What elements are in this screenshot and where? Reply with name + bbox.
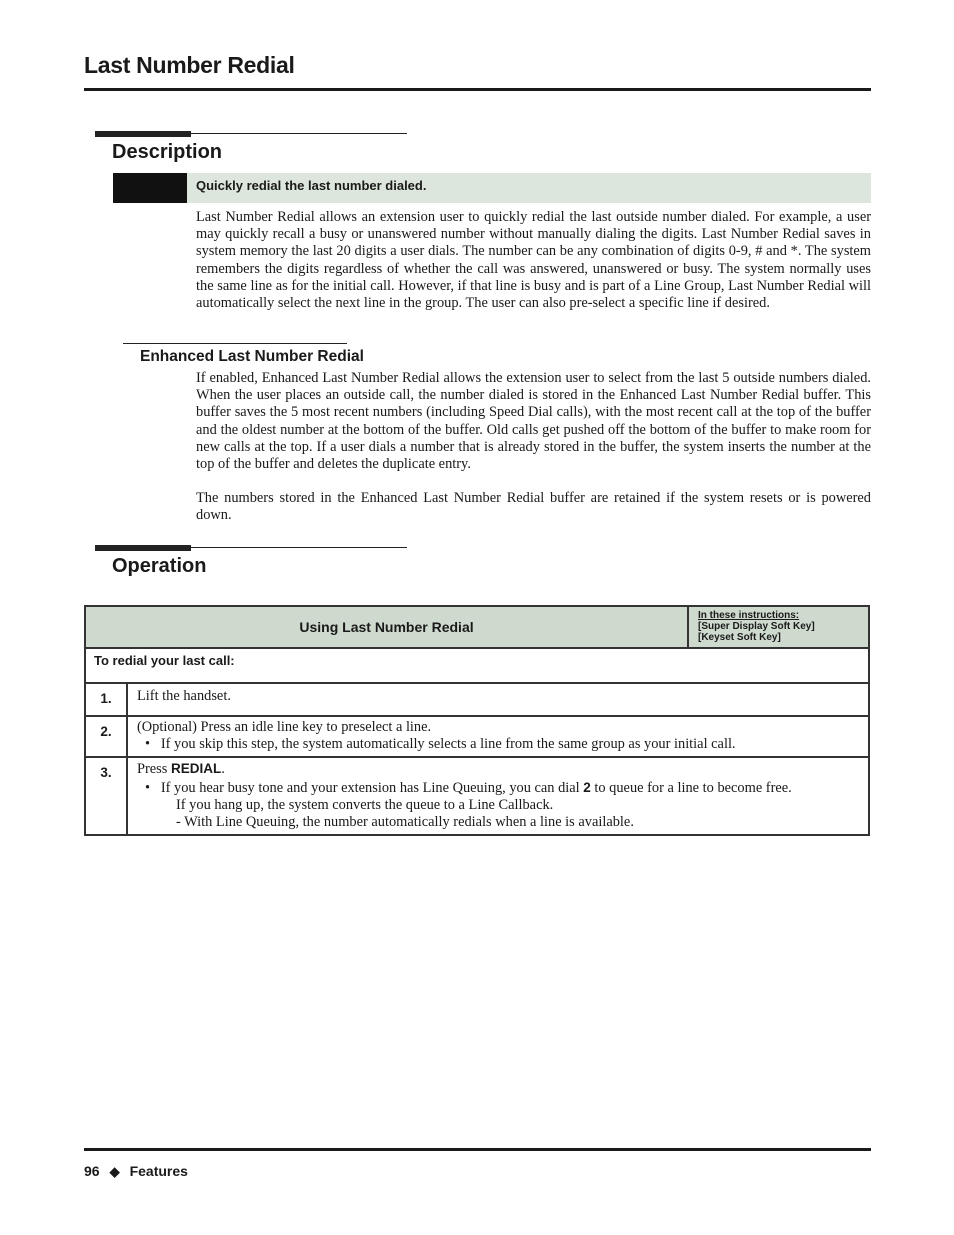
step-number: 3. <box>85 757 127 835</box>
step-bullet: • If you skip this step, the system automatically selects a line from the same group as your initial call. <box>145 736 736 753</box>
description-heading: Description <box>112 141 223 163</box>
table-row <box>85 683 869 716</box>
table-row <box>85 757 869 835</box>
step-bullet-text: If you skip this step, the system automatically selects a line from the same group as your initial call. <box>160 736 736 753</box>
summary-text: Quickly redial the last number dialed. <box>196 178 427 193</box>
operation-table <box>84 605 870 836</box>
enhanced-body-1: If enabled, Enhanced Last Number Redial allows the extension user to select from the last 5 outside numbers dialed. When the user places an outside call, the number dialed is stored in the Enhanced Last Number Redial buffer. This buffer saves the 5 most recent numbers (including Speed Dial calls), with the most recent call at the top of the buffer and the oldest number at the bottom of the buffer. Old calls get pushed off the bottom of the buffer to make room for new calls at the top. If a user dials a number that is already stored in the buffer, the system inserts the number at the top of the buffer and deletes the duplicate entry. <box>196 370 871 473</box>
step-bullet-post: to queue for a line to become free. <box>590 779 792 796</box>
section-rule-thin <box>95 133 407 134</box>
table-legend <box>688 606 869 648</box>
description-body: Last Number Redial allows an extension user to quickly redial the last outside number dialed. For example, a user may quickly recall a busy or unanswered number without manually dialing the digits. Last Number Redial saves in system memory the last 20 digits a user dials. The number can be any combination of digits 0-9, # and *. The system remembers the digits regardless of whether the call was answered, unanswered or busy. The system normally uses the same line as for the initial call. However, if that line is busy and is part of a Line Group, Last Number Redial will automatically select the next line in the group. The user can also pre-select a specific line if desired. <box>196 209 871 312</box>
footer <box>84 1163 188 1180</box>
step-text-post: . <box>221 761 225 778</box>
enhanced-heading: Enhanced Last Number Redial <box>140 348 364 365</box>
step-number: 1. <box>85 683 127 716</box>
diamond-icon: ◆ <box>109 1164 120 1179</box>
step-text <box>137 760 860 778</box>
step-cell <box>127 757 869 835</box>
step-continuation: - With Line Queuing, the number automatically redials when a line is available. <box>176 814 634 831</box>
section-rule-thin <box>95 547 407 548</box>
legend-keyset: [Keyset Soft Key] <box>698 632 781 643</box>
subsection-rule <box>123 343 347 344</box>
step-number: 2. <box>85 716 127 757</box>
step-text-pre: Press <box>137 761 171 778</box>
table-row <box>85 716 869 757</box>
title-rule <box>84 88 871 91</box>
step-bullet-pre: If you hear busy tone and your extension has Line Queuing, you can dial <box>160 779 584 796</box>
redial-key: REDIAL <box>170 761 222 777</box>
page-title: Last Number Redial <box>84 52 295 78</box>
section-rule-thick <box>95 131 191 137</box>
legend-title: In these instructions: <box>698 610 800 621</box>
queue-digit: 2 <box>583 779 591 795</box>
step-text: (Optional) Press an idle line key to preselect a line. <box>137 719 432 735</box>
table-title: Using Last Number Redial <box>85 606 688 648</box>
legend-super-display: [Super Display Soft Key] <box>698 621 815 632</box>
table-subheading: To redial your last call: <box>85 648 869 683</box>
page-number: 96 <box>84 1163 100 1179</box>
section-rule-thick <box>95 545 191 551</box>
step-bullet: • If you hear busy tone and your extension has Line Queuing, you can dial 2 to queue for a line to become free. <box>145 779 792 796</box>
step-continuation: If you hang up, the system converts the queue to a Line Callback. <box>176 796 554 813</box>
footer-section: Features <box>129 1163 188 1179</box>
step-cell <box>127 716 869 757</box>
enhanced-body-2: The numbers stored in the Enhanced Last Number Redial buffer are retained if the system resets or is powered down. <box>196 490 871 524</box>
footer-rule <box>84 1148 871 1151</box>
summary-marker <box>113 173 187 203</box>
step-text: Lift the handset. <box>127 683 869 716</box>
operation-heading: Operation <box>112 555 207 577</box>
